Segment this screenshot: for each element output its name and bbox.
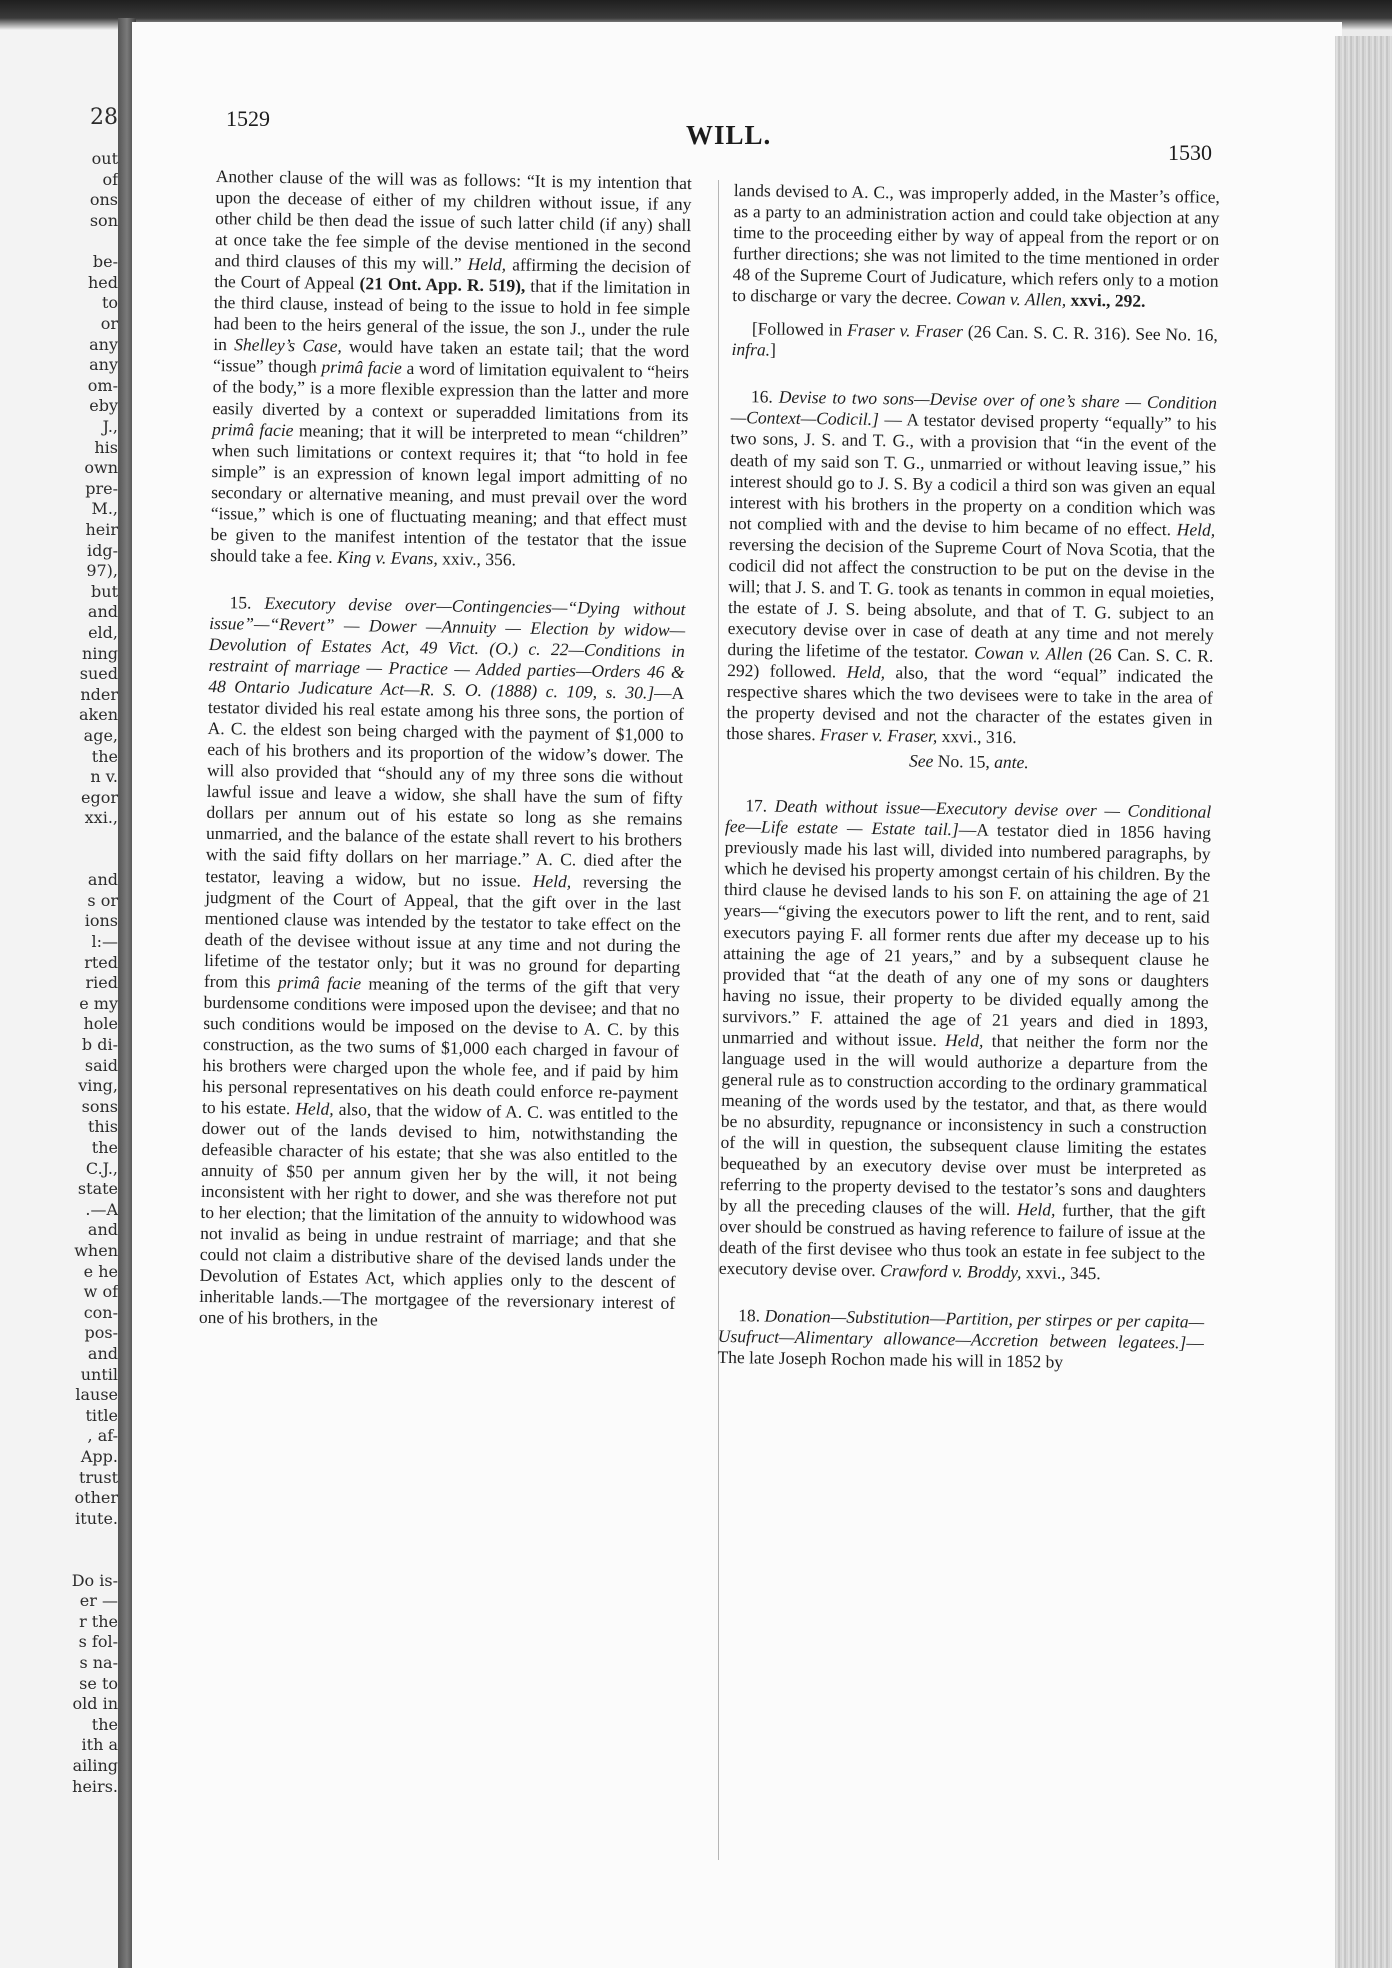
previous-page-fragment: r the (79, 1611, 118, 1631)
entry-15-continuation: lands devised to A. C., was improperly added, in the Master’s office, as a party to an administration action and could take objection at any time to the proceeding either by way of appeal from the report or on further directions; she was not limited to the time mentioned in order 48 of the Supreme Court of Judicature, which refers only to a motion to discharge or vary the decree. Cowan v. Allen, xxvi., 292. (732, 180, 1220, 311)
previous-page-fragment: old in (72, 1694, 118, 1714)
previous-page-fragment: ions (84, 911, 118, 931)
previous-page-fragment: s or (87, 890, 118, 910)
right-column (717, 180, 1220, 1375)
previous-page-fragment: eby (89, 396, 118, 416)
previous-page-fragment: itute. (75, 1508, 118, 1528)
previous-page-fragment: the (91, 746, 118, 766)
previous-page-fragment: hole (83, 1014, 118, 1034)
previous-page-fragment: ailing (72, 1756, 118, 1775)
previous-page-fragment: other (74, 1488, 118, 1508)
previous-page-fragment: xxi., (84, 808, 118, 828)
previous-page-fragment: App. (80, 1447, 118, 1466)
previous-page-fragment: 28 (90, 105, 118, 130)
running-head-title: WILL. (686, 120, 772, 150)
previous-page-fragment: said (84, 1055, 118, 1075)
page-number-right: 1530 (1168, 140, 1212, 165)
previous-page-fragment: out (91, 149, 118, 169)
previous-page-fragment: se to (79, 1673, 118, 1693)
previous-page-fragment: C.J., (85, 1158, 118, 1178)
previous-page-fragment: egor (81, 787, 118, 807)
previous-page-fragment: and (87, 1220, 118, 1240)
previous-page-fragment: l:— (91, 932, 118, 951)
followed-note: [Followed in Fraser v. Fraser (26 Can. S. C. R. 316). See No. 16, infra.] (731, 318, 1219, 360)
previous-page-fragment: any (89, 334, 118, 354)
previous-page-fragment: sons (81, 1096, 118, 1116)
previous-page-fragment: be- (92, 252, 118, 272)
previous-page-fragment: Do is- (71, 1570, 118, 1590)
previous-page-fragment: om- (87, 375, 118, 395)
previous-page-fragment: state (77, 1179, 118, 1199)
previous-page-fragment: ons (89, 190, 118, 210)
column-divider (718, 180, 719, 1860)
previous-page-fragment: this (87, 1117, 118, 1137)
previous-page-fragment: M., (91, 499, 118, 519)
previous-page-fragment: any (89, 355, 118, 375)
previous-page-fragment: er — (79, 1591, 118, 1611)
previous-page-fragment: b di- (81, 1035, 118, 1054)
previous-page-fragment: pos- (84, 1323, 118, 1343)
previous-page-fragment: hed (87, 272, 118, 292)
previous-page-fragment: and (87, 1344, 118, 1363)
previous-page-fragment: heirs. (72, 1776, 118, 1796)
previous-page-fragment: ith a (81, 1735, 118, 1755)
previous-page-fragment: his (94, 437, 118, 457)
page-edges-right (1335, 36, 1392, 1968)
previous-page-fragment: the (91, 1138, 118, 1157)
previous-page-fragment: own (84, 458, 118, 478)
previous-page-fragment: and (87, 602, 118, 622)
previous-page-fragment: pre- (85, 478, 118, 498)
entry-18: 18. Donation—Substitution—Partition, per stirpes or per capita—Usufruct—Alimentary allowance—Accretion between legatees.]—The late Joseph Rochon made his will in 1852 by (717, 1305, 1205, 1373)
left-column (199, 166, 692, 1335)
previous-page-fragment: or (100, 314, 118, 333)
previous-page-fragment: of (102, 169, 118, 189)
previous-page-fragment: but (91, 581, 118, 601)
previous-page-fragment: .—A (85, 1199, 118, 1219)
previous-page-fragment: to (101, 293, 118, 313)
previous-page-fragment: trust (78, 1467, 118, 1487)
previous-page-fragment: son (89, 211, 118, 230)
previous-page-fragment: s fol- (78, 1632, 118, 1652)
see-reference: See No. 15, ante. (908, 750, 1029, 773)
previous-page-strip (0, 0, 122, 1968)
entry-17: 17. Death without issue—Executory devise over — Conditional fee—Life estate — Estate tail.]—A testator died in 1856 having previously made his last will, divided into numbered paragraphs, by which he devised his property amongst certain of his children. By the third clause he devised lands to his son F. on attaining the age of 21 years—“giving the executors power to lift the rent, and to rent, said executors paying F. all former rents due after my decease up to his attaining the age of 21 years,” and by a subsequent clause he provided that “at the death of any one of my sons or daughters having no issue, their property to be divided equally among the survivors.” F. attained the age of 21 years and died in 1893, unmarried and without issue. Held, that neither the form nor the language used in the will would authorize a departure from the general rule as to construction according to the ordinary grammatical meaning of the words used by the testator, and that, as there would be no absurdity, repugnance or inconsistency in such a construction of the will in question, the subsequent clause limiting the estates bequeathed by an executory devise over must be interpreted as referring to the property devised to the testator’s sons and daughters by all the preceding clauses of the will. Held, further, that the gift over should be construed as having reference to failure of issue at the death of the first devisee who thus took an estate in fee subject to the executory devise over. Crawford v. Broddy, xxvi., 345. (718, 795, 1212, 1284)
entry-15: 15. Executory devise over—Contingencies—“Dying without issue”—“Revert” — Dower —Annuity — Election by widow—Devolution of Estates Act, 49 Vict. (O.) c. 22—Conditions in restraint of marriage — Practice — Added parties—Orders 46 & 48 Ontario Judicature Act—R. S. O. (1888) c. 109, s. 30.]—A testator divided his real estate among his three sons, the portion of A. C. the eldest son being charged with the payment of $1,000 to each of his brothers and its proportion of the widow’s dower. The will also provided that “should any of my three sons die without lawful issue and leave a widow, she shall have the sum of fifty dollars per annum out of his estate so long as she remains unmarried, and the balance of the estate shall revert to his brothers with the said fifty dollars on her marriage.” A. C. died after the testator, leaving a widow, but no issue. Held, reversing the judgment of the Court of Appeal, that the gift over in the last mentioned clause was intended by the testator to take effect on the death of the devisee without issue at any time and not during the lifetime of the testator only; but it was no ground for departing from this primâ facie meaning of the terms of the gift that very burdensome conditions were imposed upon the devisee; and that no such conditions would be imposed on the devise to A. C. by this construction, as the two sums of $1,000 each charged in favour of his brothers were charged upon the whole fee, and if paid by him his personal representatives on his death could enforce re-payment to his estate. Held, also, that the widow of A. C. was entitled to the dower out of the lands devised to him, notwithstanding the defeasible character of his estate; that she was also entitled to the annuity of $50 per annum given her by the will, it not being inconsistent with her right to dower, and she was therefore not put to her election; that the limitation of the annuity to widowhood was not invalid as being in undue restraint of marriage; and that she could not claim a distributive share of the devised lands under the Devolution of Estates Act, which applies only to the descent of inheritable lands.—The mortgagee of the reversionary interest of one of his brothers, in the (198, 592, 686, 1331)
previous-page-fragment: , af- (87, 1426, 118, 1446)
entry-14-continuation: Another clause of the will was as follows: “It is my intention that upon the decease of either of my children without issue, if any other child be then dead the issue of such latter child (if any) shall at once take the fee simple of the devise mentioned in the second and third clauses of this my will.” Held, affirming the decision of the Court of Appeal (21 Ont. App. R. 519), that if the limitation in the third clause, instead of being to the issue to hold in fee simple had been to the heirs general of the issue, the son J., under the rule in Shelley’s Case, would have taken an estate tail; that the word “issue” though primâ facie a word of limitation equivalent to “heirs of the body,” is a more flexible expression than the latter and more easily diverted by a context or superadded limitations from its primâ facie meaning; that it will be interpreted to mean “children” when such limitations or context requires it; that “to hold in fee simple” is an expression of known legal import admitting of no secondary or alternative meaning, and must prevail over the word “issue,” which is one of fluctuating meaning; and that effect must be given to the manifest intention of the testator that the issue should take a fee. King v. Evans, xxiv., 356. (210, 166, 692, 570)
previous-page-fragment: the (91, 1714, 118, 1734)
previous-page-fragment: w of (83, 1282, 118, 1302)
previous-page-fragment: sued (79, 664, 118, 684)
previous-page-fragment: J., (102, 417, 118, 436)
previous-page-fragment: e he (83, 1261, 118, 1281)
previous-page-fragment: aken (78, 705, 118, 725)
entry-16: 16. Devise to two sons—Devise over of one’s share — Condition—Context—Codicil.] — A testator devised property “equally” to his two sons, J. S. and T. G., with a provision that “in the event of the death of my said son T. G., unmarried or without leaving issue,” his interest should go to J. S. By a codicil a third son was given an equal interest with his brothers in the property on a condition which was not complied with and the devise to him became of no effect. Held, reversing the decision of the Supreme Court of Nova Scotia, that the codicil did not affect the construction to be put on the devise in the will; that J. S. and T. G. took as tenants in common in equal moieties, the estate of J. S. being absolute, and that of T. G. subject to an executory devise over in case of death at any time and not merely during the lifetime of the testator. Cowan v. Allen (26 Can. S. C. R. 292) followed. Held, also, that the word “equal” indicated the respective shares which the two devisees were to take in the area of the property devised and not the character of the estates given in those shares. Fraser v. Fraser, xxvi., 316. (726, 386, 1218, 748)
previous-page-fragment: n v. (90, 767, 118, 787)
previous-page-fragment: when (74, 1241, 118, 1260)
previous-page-fragment: ried (85, 973, 118, 993)
page-number-left: 1529 (226, 106, 270, 131)
previous-page-fragment: title (85, 1405, 118, 1425)
previous-page-fragment: nder (80, 684, 118, 704)
previous-page-fragment: con- (83, 1302, 118, 1322)
previous-page-fragment: ving, (78, 1076, 118, 1096)
previous-page-fragment: ning (82, 643, 118, 663)
previous-page-fragment: 97), (86, 561, 118, 581)
previous-page-fragment: idg- (86, 540, 118, 560)
previous-page-fragment: eld, (88, 623, 118, 642)
previous-page-fragment: and (87, 870, 118, 890)
previous-page-fragment: until (80, 1364, 118, 1384)
previous-page-fragment: lause (75, 1385, 118, 1405)
previous-page-fragment: s na- (79, 1653, 118, 1672)
previous-page-fragment: e my (79, 993, 118, 1013)
previous-page-fragment: rted (84, 952, 118, 972)
previous-page-fragment: heir (85, 520, 118, 539)
previous-page-fragment: age, (83, 726, 118, 745)
